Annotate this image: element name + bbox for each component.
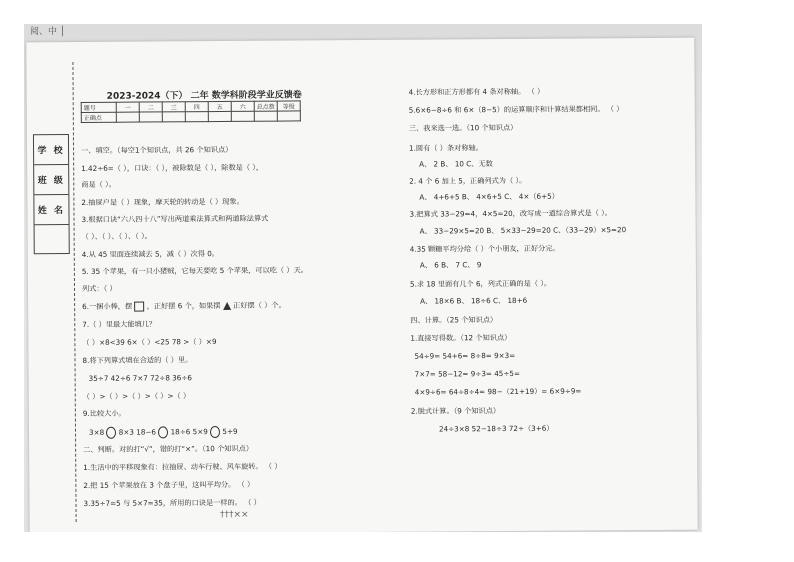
- blank-cell: [35, 225, 69, 254]
- circle-icon: [106, 427, 116, 439]
- circle-icon: [210, 426, 220, 438]
- score-header-cell: 题号: [81, 102, 116, 112]
- calculation-row: 7×7= 58−12= 9÷3= 45÷5=: [414, 368, 520, 379]
- answer-options: A、 6 B、 7 C、 9: [419, 260, 482, 270]
- question-text: 2. 4 个 6 加上 5，正确列式为（ ）。: [409, 175, 527, 186]
- question-6-text: [82, 301, 286, 312]
- question-text: 9.比较大小。: [82, 408, 126, 418]
- score-header-cell: 三: [162, 102, 185, 112]
- score-header-cell: 四: [185, 102, 208, 112]
- score-cell: [208, 111, 231, 121]
- score-cell: [185, 112, 208, 122]
- score-header-cell: 六: [231, 101, 254, 111]
- question-text: 3.35÷7=5 与 5×7=35，所用的口诀是一样的。 （ ）: [83, 497, 261, 508]
- question-text: 1.42÷6=（ ），口诀：（ ），被除数是（ ），除数是（ ），: [81, 162, 264, 173]
- student-info-box: [33, 134, 70, 254]
- question-text: 2.脱式计算。（9 个知识点）: [410, 406, 501, 416]
- score-header-cell: 二: [139, 102, 162, 112]
- question-text: 7.（ ）里最大能填几？: [82, 319, 157, 329]
- score-table-row: [81, 111, 300, 123]
- answer-options: A、 2 B、 10 C、无数: [419, 159, 493, 169]
- answer-options: A、 18×6 B、 18÷6 C、 18+6: [420, 295, 528, 306]
- question-text: 5.6×6−8÷6 和 6×（8−5）的运算顺序和计算结果都相同。 （ ）: [408, 104, 624, 115]
- answer-blanks: 列式：（ ）: [81, 283, 117, 293]
- question-text-part: 6.一捆小棒，摆: [82, 301, 133, 311]
- answer-blanks: （ ）、（ ）、（ ）、（ ）。: [81, 231, 152, 241]
- section-3-heading: 三、我来选一选。（10 个知识点）: [408, 122, 518, 133]
- score-cell: [116, 112, 139, 122]
- binding-dashed-line: [72, 62, 76, 522]
- question-text-part: 正好摆（ ）个。: [233, 300, 286, 310]
- handwriting-scrawl-bottom: †††××: [220, 510, 249, 520]
- compare-row: [89, 426, 238, 439]
- question-text-part: ，正好摆 6 个，如果摆: [146, 300, 221, 311]
- section-2-heading: 二、判断。对的打“√”，错的打“×”。（10 个知识点）: [83, 443, 254, 454]
- answer-blanks: （ ）>（ ）>（ ）>（ ）>（ ）: [82, 391, 191, 401]
- school-label: 学 校: [34, 135, 68, 165]
- answer-options: A、 4+6+5 B、 4×6+5 C、 4×（6+5）: [419, 191, 559, 202]
- score-header-cell: 一: [116, 102, 139, 112]
- compare-expression: 5+9: [222, 426, 238, 436]
- question-text: 4.35 颗糖平均分给（ ）个小朋友，正好分完。: [409, 243, 560, 254]
- section-4-heading: 四、计算。（25 个知识点）: [410, 315, 498, 325]
- question-text: 3.根据口诀“六八四十八”写出两道乘法算式和两道除法算式: [81, 213, 269, 224]
- compare-expression: 3×8: [88, 427, 105, 437]
- question-text: 商是（ ）。: [81, 179, 116, 189]
- score-header-cell: 总点数: [254, 101, 277, 111]
- compare-expression: 8×3 18−6: [118, 427, 157, 437]
- expression-list: 35÷7 42÷6 7×7 72÷8 36÷6: [88, 373, 192, 383]
- question-text: 5.求 18 里面有几个 6，列式正确的是（ ）。: [409, 278, 552, 289]
- score-cell: [277, 111, 300, 121]
- calculation-row: 4×9÷6= 64÷8÷4= 98−（21+19）= 6×9÷9=: [414, 386, 582, 397]
- question-text: 4.长方形和正方形都有 4 条对称轴。 （ ）: [408, 86, 545, 97]
- calculation-row: 24÷3×8 52−18÷3 72÷（3+6）: [438, 423, 554, 434]
- square-icon: [134, 302, 144, 312]
- score-row-label: 正确点: [81, 112, 116, 122]
- score-table: [81, 100, 301, 123]
- score-cell: [162, 112, 185, 122]
- question-text: 1.生活中的平移现象有：拉抽屉、动车行驶、风车旋转。 （ ）: [83, 461, 282, 472]
- circle-icon: [158, 426, 168, 438]
- question-text: 3.把算式 33−29=4，4×5=20，改写成一道综合算式是（ ）。: [409, 208, 612, 219]
- score-cell: [231, 111, 254, 121]
- compare-expression: 18÷6 5×9: [170, 427, 208, 437]
- section-1-heading: 一、填空。（每空1个知识点，共 26 个知识点）: [81, 144, 233, 155]
- calculation-row: 54÷9= 54+6= 8÷8= 9×3=: [414, 350, 516, 361]
- question-text: 2.把 15 个苹果放在 3 个盘子里，这叫平均分。 （ ）: [83, 479, 255, 490]
- score-cell: [254, 111, 277, 121]
- handwriting-scrawl-top: 阅、中 │: [30, 27, 66, 37]
- score-header-cell: 等级: [277, 101, 300, 111]
- triangle-icon: [223, 302, 231, 310]
- exam-title: 2023-2024（下） 二年 数学科阶段学业反馈卷: [106, 90, 302, 102]
- question-text: 5. 35 个苹果，有一只小猪贼，它每天要吃 5 个苹果，可以吃（ ）天。: [81, 265, 308, 276]
- question-text: 1.圆有（ ）条对称轴。: [409, 143, 483, 153]
- name-label: 姓 名: [34, 195, 68, 225]
- class-label: 班 级: [34, 165, 68, 195]
- question-text: 4.从 45 里面连续减去 5，减（ ）次得 0。: [81, 248, 220, 259]
- exam-sheet: [26, 38, 697, 532]
- photographed-exam-paper: [24, 24, 702, 532]
- answer-options: A、 33−29×5=20 B、 5×33−29=20 C、（33−29）×5=20: [419, 225, 627, 236]
- question-text: 2.抽屉户是（ ）现象，摩天轮的转动是（ ）现象。: [81, 196, 244, 207]
- score-cell: [139, 112, 162, 122]
- question-text: 8.将下列算式填在合适的（ ）里。: [82, 355, 193, 365]
- score-header-cell: 五: [208, 101, 231, 111]
- question-text: 1.直接写得数。（12 个知识点）: [410, 332, 512, 343]
- answer-blanks: （ ）×8<39 6×（ ）<25 78 >（ ）×9: [82, 337, 217, 347]
